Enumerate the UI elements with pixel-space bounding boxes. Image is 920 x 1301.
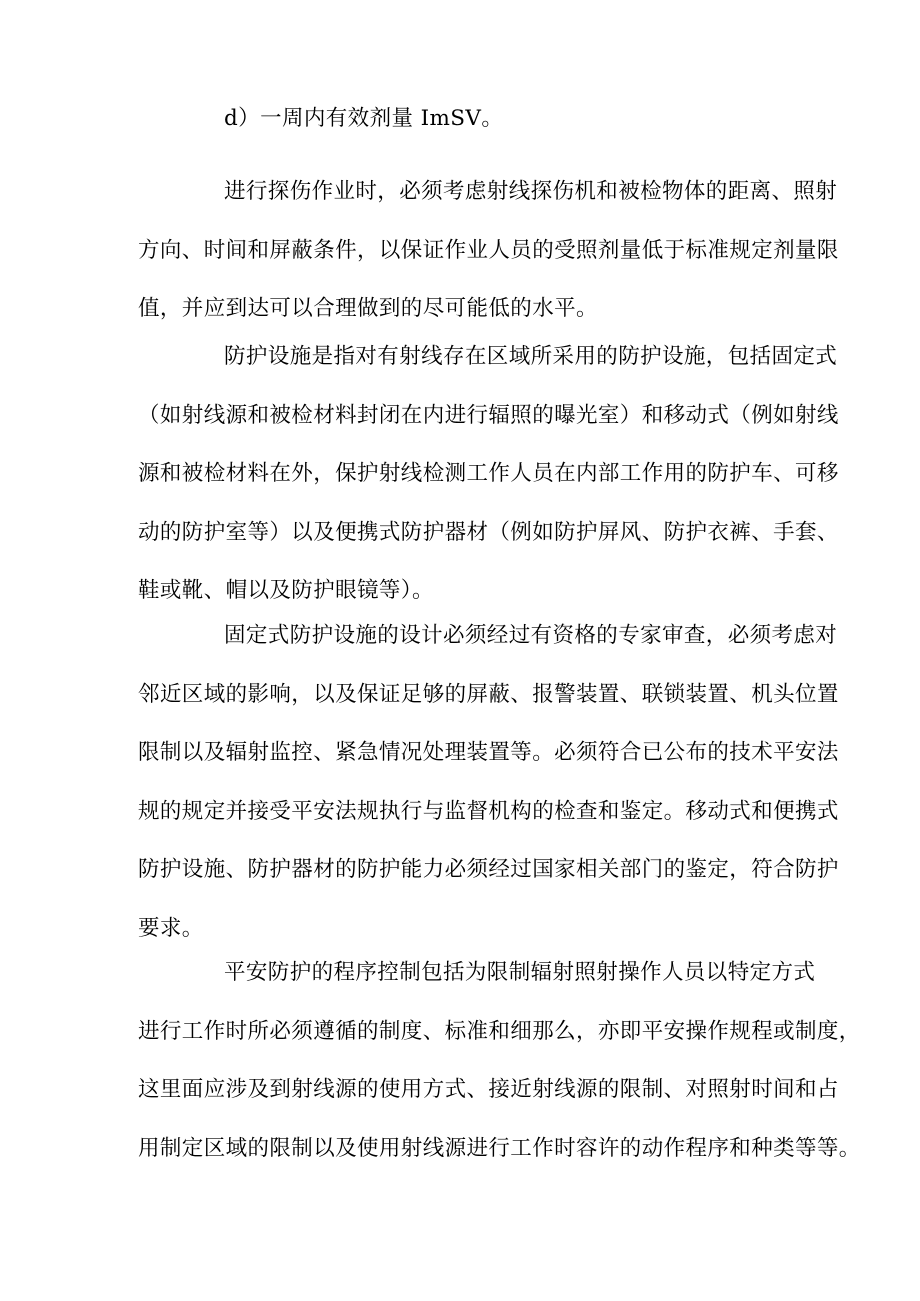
paragraph-line: 要求。 — [138, 915, 204, 941]
paragraph-line: 规的规定并接受平安法规执行与监督机构的检查和鉴定。移动式和便携式 — [138, 798, 839, 824]
paragraph-line: （如射线源和被检材料封闭在内进行辐照的曝光室）和移动式（例如射线 — [138, 402, 839, 428]
paragraph-protection-facilities — [138, 328, 839, 621]
paragraph-line: 防护设施、防护器材的防护能力必须经过国家相关部门的鉴定，符合防护 — [138, 857, 839, 882]
paragraph-line: 值，并应到达可以合理做到的尽可能低的水平。 — [138, 296, 598, 321]
paragraph-fixed-facilities — [138, 607, 839, 958]
paragraph-inspection-operation — [138, 163, 839, 339]
paragraph-line: 这里面应涉及到射线源的使用方式、接近射线源的限制、对照射时间和占 — [138, 1077, 839, 1102]
paragraph-line: 源和被检材料在外，保护射线检测工作人员在内部工作用的防护车、可移 — [138, 461, 839, 486]
paragraph-line: 限制以及辐射监控、紧急情况处理装置等。必须符合已公布的技术平安法 — [138, 740, 839, 765]
paragraph-line: 进行工作时所必须遵循的制度、标准和细那么，亦即平安操作规程或制度， — [138, 1018, 861, 1044]
paragraph-line: 防护设施是指对有射线存在区域所采用的防护设施，包括固定式 — [224, 344, 838, 369]
paragraph-line: 平安防护的程序控制包括为限制辐射照射操作人员以特定方式 — [224, 960, 816, 985]
paragraph-procedure-control — [138, 944, 861, 1178]
paragraph-line: 动的防护室等）以及便携式防护器材（例如防护屏风、防护衣裤、手套、 — [138, 519, 839, 545]
paragraph-line: 进行探伤作业时，必须考虑射线探伤机和被检物体的距离、照射 — [224, 179, 838, 204]
paragraph-line: 用制定区域的限制以及使用射线源进行工作时容许的动作程序和种类等等。 — [138, 1135, 861, 1161]
paragraph-line: d）一周内有效剂量 ImSV。 — [224, 106, 504, 131]
paragraph-line: 固定式防护设施的设计必须经过有资格的专家审查，必须考虑对 — [224, 623, 838, 648]
paragraph-item-d — [224, 90, 884, 149]
paragraph-line: 方向、时间和屏蔽条件，以保证作业人员的受照剂量低于标准规定剂量限 — [138, 237, 839, 263]
paragraph-line: 邻近区域的影响，以及保证足够的屏蔽、报警装置、联锁装置、机头位置 — [138, 681, 839, 707]
paragraph-line: 鞋或靴、帽以及防护眼镜等）。 — [138, 578, 434, 603]
